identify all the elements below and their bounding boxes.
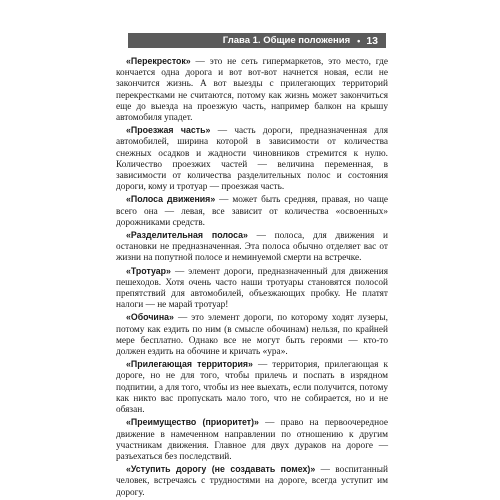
page-number: 13 xyxy=(366,34,378,47)
paragraph-priority xyxy=(116,417,388,463)
definition: — это элемент дороги, по которому ходят лузеры, потому как ездить по ним (в смысле обочинам) нельзя, по крайней мере бесплатно. Однако все не могут быть героями — кто-то должен ездить на обочине и кричать «ура». xyxy=(116,313,388,358)
definition: — воспитанный человек, встречаясь с трудностями на дороге, всегда уступит им дорогу. xyxy=(116,465,388,498)
term: «Тротуар» xyxy=(126,265,171,276)
definition: — полоса, для движения и остановки не предназначенная. Эта полоса обычно отделяет вас от жизни на попутной полосе и неминуемой смерти на встречке. xyxy=(116,231,388,264)
paragraph-adjacent-territory xyxy=(116,359,388,416)
header-bullet: • xyxy=(357,35,361,46)
paragraph-sidewalk xyxy=(116,266,388,312)
running-header xyxy=(128,33,386,48)
paragraph-intersection xyxy=(116,56,388,124)
definition: — это не сеть гипермаркетов, это место, где кончается одна дорога и вот вот-вот начнется новая, если не закончится жизнь. А вот выезды с прилегающих территорий перекрестками не считаются, потому как жизнь может закончиться еще до выезда на проезжую часть, например балкон на крышу автомобиля упадет. xyxy=(116,57,388,124)
term: «Полоса движения» xyxy=(126,194,216,205)
definition: — может быть средняя, правая, но чаще всего она — левая, все зависит от количества «освоенных» дорожниками средств. xyxy=(116,195,388,228)
term: «Преимущество (приоритет)» xyxy=(126,417,259,428)
term: «Уступить дорогу (не создавать помех)» xyxy=(126,464,316,475)
paragraph-carriageway xyxy=(116,125,388,193)
chapter-title: Глава 1. Общие положения xyxy=(222,35,351,46)
paragraph-lane xyxy=(116,194,388,229)
paragraph-yield xyxy=(116,464,388,499)
term: «Обочина» xyxy=(126,312,174,323)
term: «Проезжая часть» xyxy=(126,125,211,136)
definition: — элемент дороги, предназначенный для движения пешеходов. Хотя очень часто наши тротуары становятся полосой препятствий для автомобилей, объезжающих пробку. Не платят налоги — не марай тротуар! xyxy=(116,266,388,311)
definition: — территория, прилегающая к дороге, но не для того, чтобы прилечь и поспать в изрядном подпитии, а для того, чтобы из нее выехать, если получится, потому как никто вас пропускать мало того, что не собирается, но и не обязан. xyxy=(116,360,388,416)
term: «Разделительная полоса» xyxy=(126,230,248,241)
definition: — право на первоочередное движение в намеченном направлении по отношению к другим участникам движения. Главное для двух дураков на дороге — разъехаться без последствий. xyxy=(116,418,389,462)
term: «Перекресток» xyxy=(126,56,191,66)
paragraph-median xyxy=(116,230,388,265)
term: «Прилегающая территория» xyxy=(126,359,253,370)
paragraph-shoulder xyxy=(116,312,388,358)
body-text xyxy=(116,56,388,500)
definition: — часть дороги, предназначенная для автомобилей, ширина которой в зависимости от количества снежных осадков и жадности чиновников стремится к нулю. Количество проезжих частей — величина переменная, в зависимости от количества разделительных полос и состояния дороги, кому и тротуар — проезжая часть. xyxy=(116,126,388,193)
